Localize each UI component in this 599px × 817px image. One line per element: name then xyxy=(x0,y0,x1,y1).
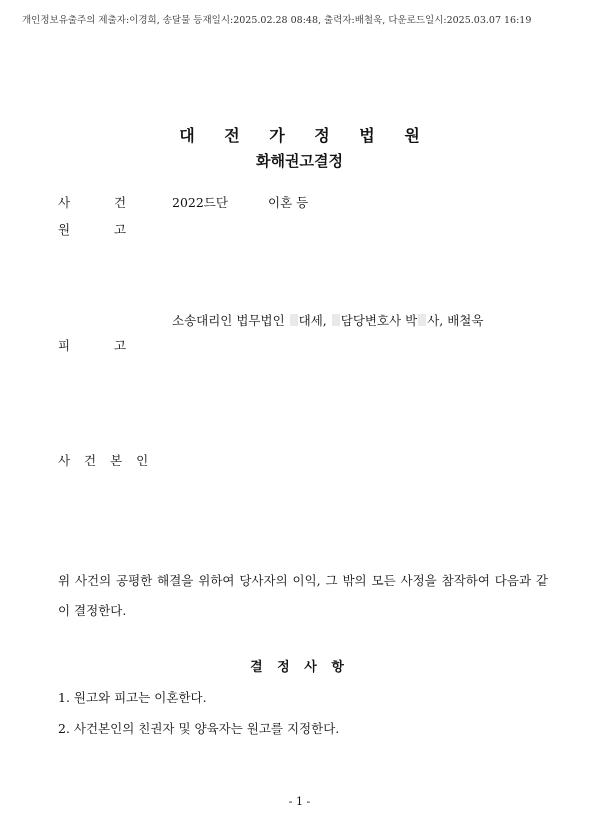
case-label-char-2: 건 xyxy=(114,195,127,210)
document-title: 화해권고결정 xyxy=(256,152,343,170)
defendant-label xyxy=(58,336,138,352)
defendant-label-char-2: 고 xyxy=(114,338,127,353)
counsel-firm: 대세, xyxy=(298,313,327,328)
redaction-mark xyxy=(418,314,426,326)
redaction-mark xyxy=(332,314,340,326)
case-number: 2022드단 xyxy=(172,195,228,210)
plaintiff-label xyxy=(58,220,138,236)
order-item: 1. 원고와 피고는 이혼한다. xyxy=(58,690,207,705)
page-number: - 1 - xyxy=(288,795,311,808)
counsel-line xyxy=(172,311,483,329)
order-item: 2. 사건본인의 친권자 및 양육자는 원고를 지정한다. xyxy=(58,721,340,736)
case-label-char-1: 사 xyxy=(58,195,71,210)
principal-label: 사 건 본 인 xyxy=(58,453,154,468)
plaintiff-label-char-1: 원 xyxy=(58,222,71,237)
counsel-prefix: 소송대리인 법무법인 xyxy=(172,313,285,328)
case-label xyxy=(58,193,138,209)
body-paragraph: 위 사건의 공평한 해결을 위하여 당사자의 이익, 그 밖의 모든 사정을 참작하여 다음과 같이 결정한다. xyxy=(58,573,548,618)
download-header: 개인정보유출주의 제출자:이경희, 송달물 등재일시:2025.02.28 08:48, 출력자:배철욱, 다운로드일시:2025.03.07 16:19 xyxy=(22,15,532,26)
case-name: 이혼 등 xyxy=(268,195,309,210)
redaction-mark xyxy=(290,314,298,326)
section-title: 결 정 사 항 xyxy=(250,660,349,675)
plaintiff-label-char-2: 고 xyxy=(114,222,127,237)
counsel-attorneys-name: 박 xyxy=(405,313,418,328)
defendant-label-char-1: 피 xyxy=(58,338,71,353)
counsel-attorneys-prefix: 담당변호사 xyxy=(340,313,402,328)
counsel-attorneys-suffix: 사, 배철욱 xyxy=(427,313,484,328)
court-name: 대 전 가 정 법 원 xyxy=(179,126,432,145)
